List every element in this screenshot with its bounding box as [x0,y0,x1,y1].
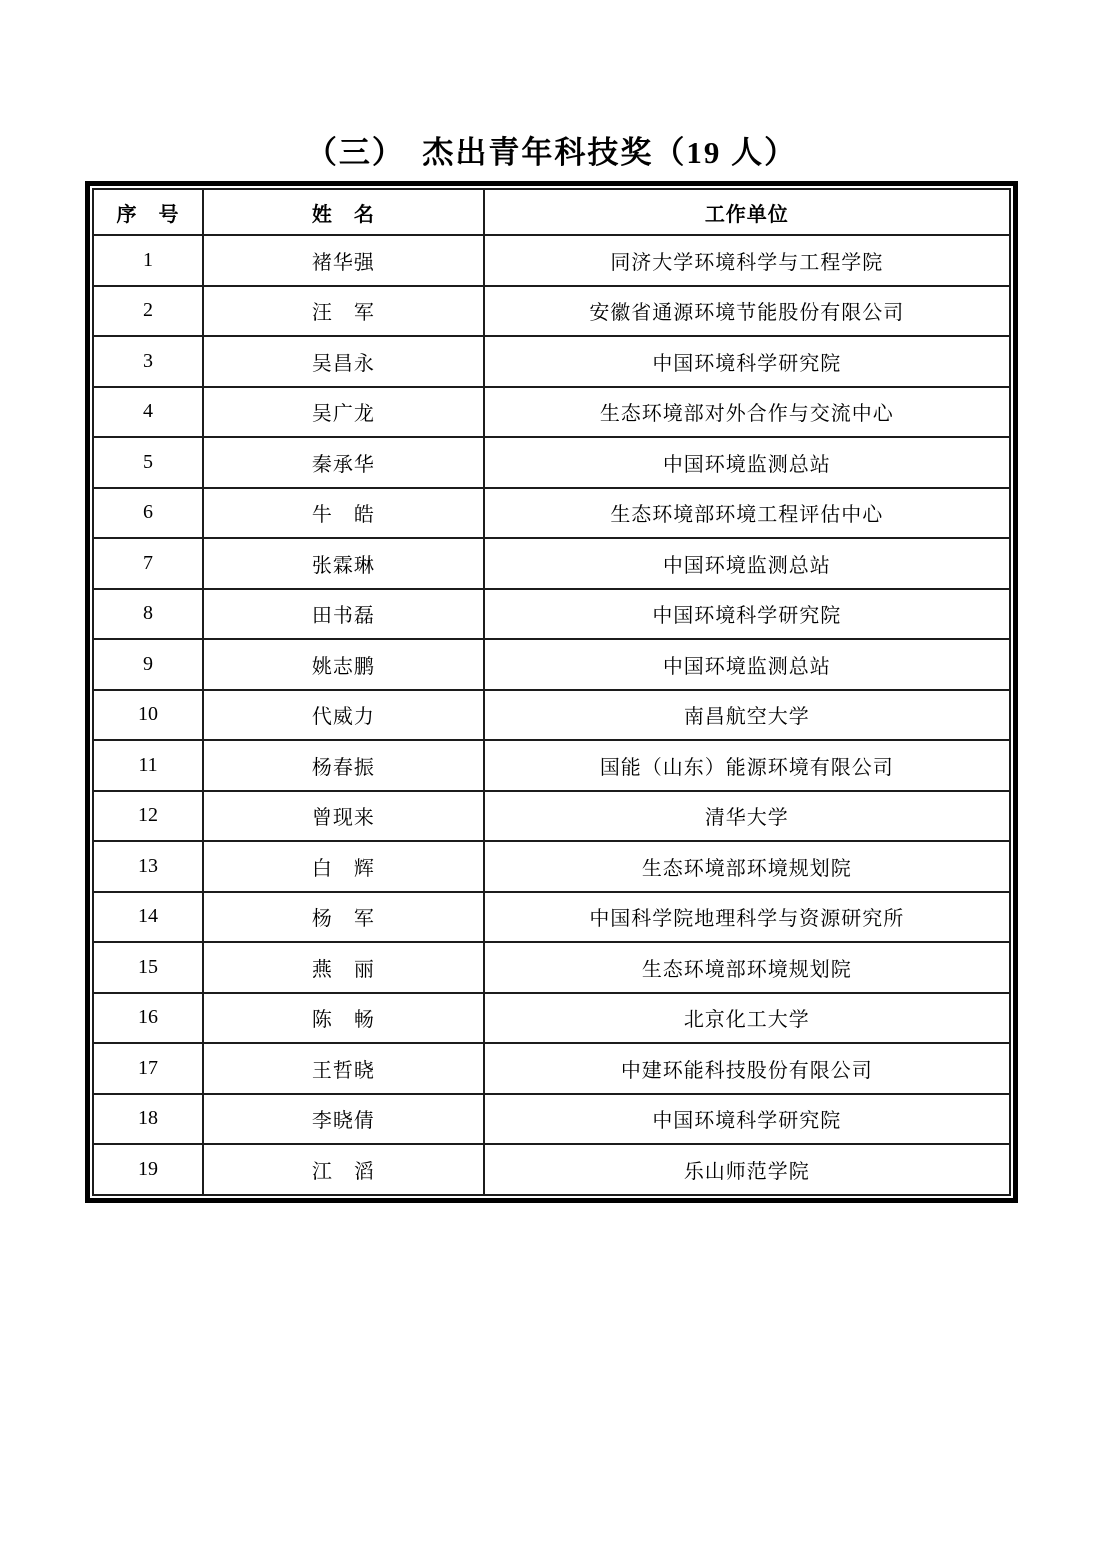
table-row [93,690,1010,741]
work-unit-cell: 中国环境监测总站 [484,538,1010,589]
table-row [93,488,1010,539]
work-unit-cell: 清华大学 [484,791,1010,842]
table-header [93,189,1010,235]
person-name-cell: 牛 皓 [203,488,484,539]
work-unit-cell: 生态环境部环境工程评估中心 [484,488,1010,539]
serial-number-cell: 6 [93,488,203,539]
work-unit-cell: 中国科学院地理科学与资源研究所 [484,892,1010,943]
serial-number-cell: 5 [93,437,203,488]
person-name-cell: 汪 军 [203,286,484,337]
table-row [93,892,1010,943]
header-row [93,189,1010,235]
person-name-cell: 代威力 [203,690,484,741]
person-name-cell: 秦承华 [203,437,484,488]
serial-number-cell: 2 [93,286,203,337]
serial-number-cell: 13 [93,841,203,892]
award-table-frame [85,181,1018,1203]
work-unit-cell: 同济大学环境科学与工程学院 [484,235,1010,286]
work-unit-cell: 中国环境科学研究院 [484,1094,1010,1145]
serial-number-cell: 1 [93,235,203,286]
person-name-cell: 褚华强 [203,235,484,286]
person-name-cell: 杨 军 [203,892,484,943]
header-person-name: 姓 名 [203,189,484,235]
table-row [93,740,1010,791]
serial-number-cell: 3 [93,336,203,387]
table-row [93,993,1010,1044]
work-unit-cell: 乐山师范学院 [484,1144,1010,1195]
person-name-cell: 吴广龙 [203,387,484,438]
serial-number-cell: 10 [93,690,203,741]
header-work-unit: 工作单位 [484,189,1010,235]
person-name-cell: 姚志鹏 [203,639,484,690]
work-unit-cell: 南昌航空大学 [484,690,1010,741]
person-name-cell: 杨春振 [203,740,484,791]
award-table [92,188,1011,1196]
person-name-cell: 李晓倩 [203,1094,484,1145]
person-name-cell: 白 辉 [203,841,484,892]
serial-number-cell: 16 [93,993,203,1044]
work-unit-cell: 中国环境科学研究院 [484,589,1010,640]
person-name-cell: 江 滔 [203,1144,484,1195]
serial-number-cell: 15 [93,942,203,993]
person-name-cell: 田书磊 [203,589,484,640]
work-unit-cell: 中国环境监测总站 [484,639,1010,690]
table-row [93,286,1010,337]
person-name-cell: 张霖琳 [203,538,484,589]
table-row [93,639,1010,690]
work-unit-cell: 北京化工大学 [484,993,1010,1044]
work-unit-cell: 生态环境部环境规划院 [484,841,1010,892]
table-row [93,841,1010,892]
header-serial-number: 序 号 [93,189,203,235]
person-name-cell: 王哲晓 [203,1043,484,1094]
work-unit-cell: 国能（山东）能源环境有限公司 [484,740,1010,791]
work-unit-cell: 安徽省通源环境节能股份有限公司 [484,286,1010,337]
serial-number-cell: 7 [93,538,203,589]
serial-number-cell: 17 [93,1043,203,1094]
work-unit-cell: 中建环能科技股份有限公司 [484,1043,1010,1094]
table-row [93,387,1010,438]
work-unit-cell: 中国环境监测总站 [484,437,1010,488]
serial-number-cell: 12 [93,791,203,842]
table-row [93,942,1010,993]
person-name-cell: 吴昌永 [203,336,484,387]
serial-number-cell: 19 [93,1144,203,1195]
table-row [93,791,1010,842]
section-title: （三） 杰出青年科技奖（19 人） [305,135,798,170]
work-unit-cell: 生态环境部对外合作与交流中心 [484,387,1010,438]
table-row [93,538,1010,589]
table-row [93,1043,1010,1094]
person-name-cell: 燕 丽 [203,942,484,993]
serial-number-cell: 18 [93,1094,203,1145]
work-unit-cell: 中国环境科学研究院 [484,336,1010,387]
table-row [93,235,1010,286]
serial-number-cell: 9 [93,639,203,690]
work-unit-cell: 生态环境部环境规划院 [484,942,1010,993]
table-row [93,437,1010,488]
table-body [93,235,1010,1195]
serial-number-cell: 11 [93,740,203,791]
table-row [93,589,1010,640]
person-name-cell: 曾现来 [203,791,484,842]
table-row [93,336,1010,387]
person-name-cell: 陈 畅 [203,993,484,1044]
serial-number-cell: 8 [93,589,203,640]
serial-number-cell: 14 [93,892,203,943]
serial-number-cell: 4 [93,387,203,438]
table-row [93,1094,1010,1145]
table-row [93,1144,1010,1195]
